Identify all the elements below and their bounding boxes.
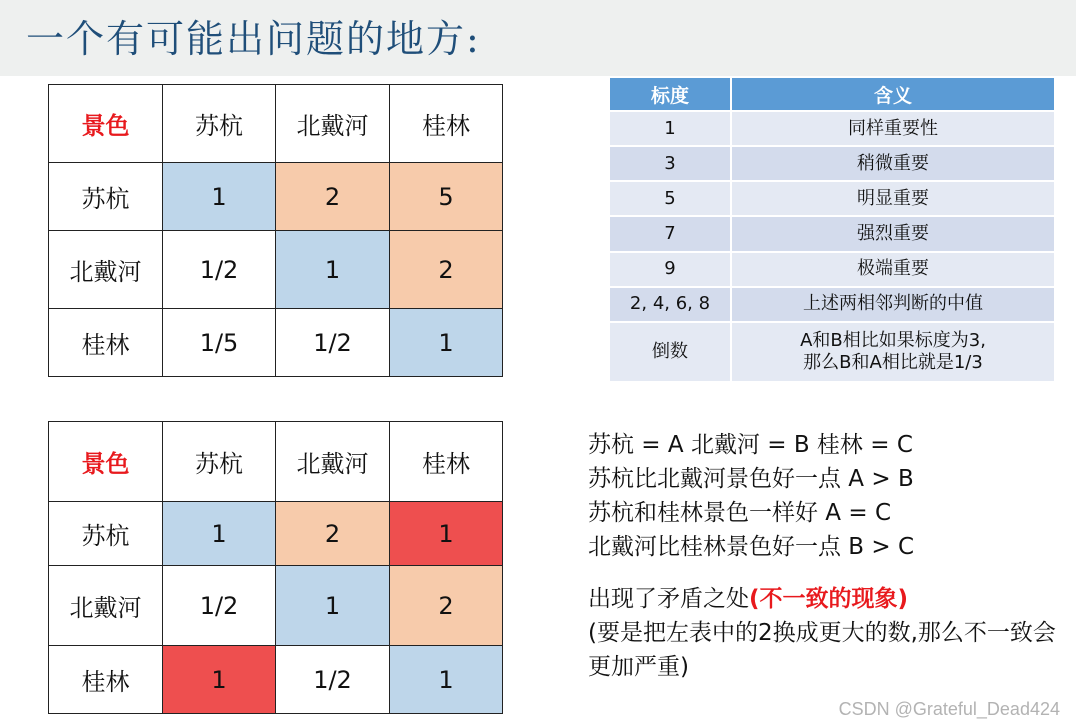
row-label: 北戴河 bbox=[49, 231, 163, 309]
explanation-notes bbox=[588, 428, 1068, 684]
header-cell: 北戴河 bbox=[276, 85, 390, 163]
row-label: 苏杭 bbox=[49, 502, 163, 566]
header-cell: 北戴河 bbox=[276, 422, 390, 502]
row-label: 苏杭 bbox=[49, 163, 163, 231]
scale-value: 9 bbox=[610, 253, 732, 286]
matrix-cell: 1 bbox=[163, 646, 276, 714]
scale-meaning: 同样重要性 bbox=[732, 112, 1054, 145]
table-row bbox=[49, 231, 503, 309]
conclusion-line bbox=[588, 582, 1068, 616]
matrix-cell: 1/2 bbox=[163, 566, 276, 646]
table-row bbox=[49, 163, 503, 231]
matrix-cell: 1/2 bbox=[163, 231, 276, 309]
matrix-cell: 1/2 bbox=[276, 309, 390, 377]
matrix-cell: 2 bbox=[276, 502, 390, 566]
header-cell: 苏杭 bbox=[163, 85, 276, 163]
scale-meaning: 极端重要 bbox=[732, 253, 1054, 286]
table-row bbox=[610, 253, 1054, 286]
scale-value: 1 bbox=[610, 112, 732, 145]
table-row bbox=[610, 288, 1054, 321]
table-header-row bbox=[49, 85, 503, 163]
matrix-cell: 1 bbox=[390, 646, 503, 714]
header-cell: 景色 bbox=[49, 422, 163, 502]
scale-value: 2, 4, 6, 8 bbox=[610, 288, 732, 321]
watermark: CSDN @Grateful_Dead424 bbox=[838, 699, 1060, 719]
matrix-cell: 5 bbox=[390, 163, 503, 231]
matrix-cell: 1 bbox=[276, 231, 390, 309]
scale-meaning: 强烈重要 bbox=[732, 217, 1054, 250]
table-header-row bbox=[49, 422, 503, 502]
note-line: 北戴河比桂林景色好一点 B > C bbox=[588, 534, 915, 560]
header-cell: 景色 bbox=[49, 85, 163, 163]
table-row bbox=[610, 217, 1054, 250]
header-cell: 桂林 bbox=[390, 422, 503, 502]
row-label: 北戴河 bbox=[49, 566, 163, 646]
table-row bbox=[610, 147, 1054, 180]
title-bar bbox=[0, 0, 1076, 76]
table-row bbox=[49, 502, 503, 566]
scale-value: 3 bbox=[610, 147, 732, 180]
scale-definition-table bbox=[610, 76, 1054, 383]
header-cell: 桂林 bbox=[390, 85, 503, 163]
matrix-cell: 1 bbox=[276, 566, 390, 646]
scale-meaning: 稍微重要 bbox=[732, 147, 1054, 180]
matrix-cell: 1/2 bbox=[276, 646, 390, 714]
scale-meaning: 明显重要 bbox=[732, 182, 1054, 215]
scale-value: 5 bbox=[610, 182, 732, 215]
inconsistency-highlight: (不一致的现象) bbox=[749, 586, 909, 612]
header-cell: 含义 bbox=[732, 78, 1054, 110]
matrix-cell: 1 bbox=[163, 502, 276, 566]
note-line: 苏杭比北戴河景色好一点 A > B bbox=[588, 466, 914, 492]
table-row bbox=[49, 309, 503, 377]
matrix-cell: 1 bbox=[163, 163, 276, 231]
slide-title: 一个有可能出问题的地方: bbox=[26, 17, 481, 61]
comparison-matrix-consistent bbox=[48, 84, 503, 377]
matrix-cell: 1 bbox=[390, 309, 503, 377]
header-cell: 苏杭 bbox=[163, 422, 276, 502]
scale-meaning bbox=[732, 323, 1054, 381]
table-row bbox=[49, 566, 503, 646]
matrix-cell: 2 bbox=[276, 163, 390, 231]
matrix-cell: 2 bbox=[390, 566, 503, 646]
comparison-matrix-inconsistent bbox=[48, 421, 503, 714]
scale-value: 倒数 bbox=[610, 323, 732, 381]
conclusion-prefix: 出现了矛盾之处 bbox=[588, 586, 749, 612]
note-line: 苏杭 = A 北戴河 = B 桂林 = C bbox=[588, 432, 913, 458]
table-row bbox=[610, 323, 1054, 381]
scale-meaning-line: 那么B和A相比就是1/3 bbox=[803, 351, 983, 373]
table-row bbox=[610, 182, 1054, 215]
matrix-cell: 1 bbox=[390, 502, 503, 566]
note-line: 苏杭和桂林景色一样好 A = C bbox=[588, 500, 891, 526]
row-label: 桂林 bbox=[49, 646, 163, 714]
table-row bbox=[610, 112, 1054, 145]
header-cell: 标度 bbox=[610, 78, 732, 110]
conclusion-note: (要是把左表中的2换成更大的数,那么不一致会更加严重) bbox=[588, 620, 1056, 680]
row-label: 桂林 bbox=[49, 309, 163, 377]
scale-meaning: 上述两相邻判断的中值 bbox=[732, 288, 1054, 321]
matrix-cell: 2 bbox=[390, 231, 503, 309]
scale-value: 7 bbox=[610, 217, 732, 250]
scale-meaning-line: A和B相比如果标度为3, bbox=[800, 330, 986, 352]
table-row bbox=[49, 646, 503, 714]
table-header-row bbox=[610, 78, 1054, 110]
matrix-cell: 1/5 bbox=[163, 309, 276, 377]
